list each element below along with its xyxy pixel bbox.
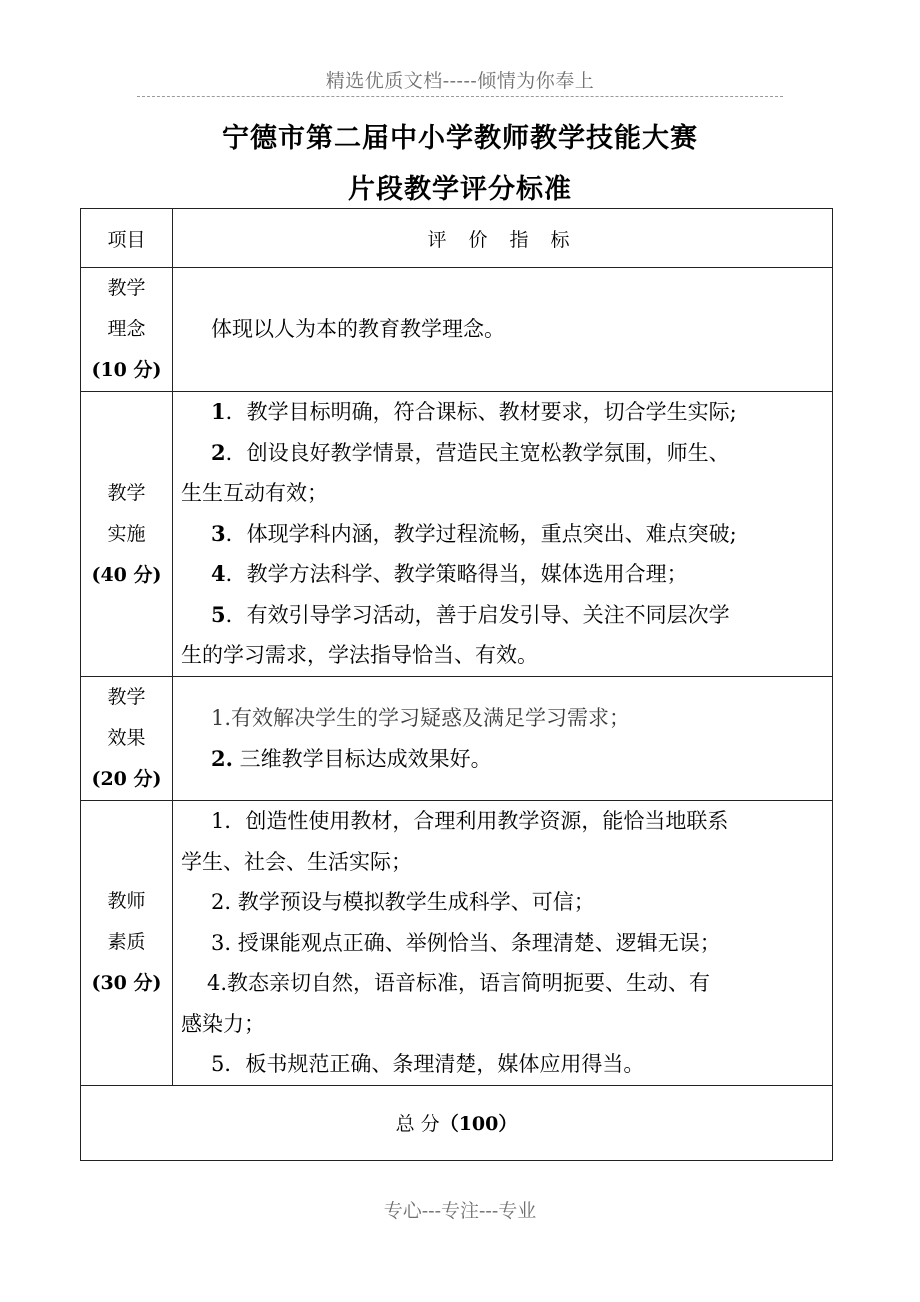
- total-label: 总 分: [395, 1113, 440, 1135]
- criterion-line: 生生互动有效；: [181, 481, 328, 506]
- table-row: [81, 677, 833, 801]
- header-criteria: 评 价 指 标: [173, 209, 833, 268]
- item-name-line1: 教学: [107, 277, 146, 299]
- criteria-cell: [173, 268, 833, 392]
- criterion-line: 学生、社会、生活实际；: [181, 849, 412, 874]
- item-name-line1: 教学: [107, 481, 146, 504]
- criterion-line: 2. 三维教学目标达成效果好。: [211, 745, 492, 771]
- criteria-cell: [173, 801, 833, 1086]
- header-divider: [137, 96, 783, 97]
- item-cell: [81, 392, 173, 677]
- item-cell: [81, 677, 173, 801]
- criterion-line: 5．有效引导学习活动，善于启发引导、关注不同层次学: [211, 601, 730, 627]
- footer-note: 专心---专注---专业: [383, 1200, 537, 1222]
- criterion-line: 4.教态亲切自然，语音标准，语言简明扼要、生动、有: [207, 971, 711, 995]
- table-header-row: [81, 209, 833, 268]
- criterion-line: 3．体现学科内涵，教学过程流畅，重点突出、难点突破;: [211, 520, 737, 546]
- item-name-line1: 教师: [107, 890, 146, 913]
- header-item: 项目: [81, 209, 173, 268]
- total-row: [81, 1085, 833, 1160]
- table-row: [81, 268, 833, 392]
- criterion-line: 2．创设良好教学情景，营造民主宽松教学氛围，师生、: [211, 439, 730, 465]
- total-value: （100）: [439, 1113, 518, 1135]
- criterion-line: 3. 授课能观点正确、举例恰当、条理清楚、逻辑无误；: [211, 930, 721, 955]
- item-name-line2: 理念: [107, 318, 146, 340]
- criterion-line: 体现以人为本的教育教学理念。: [211, 317, 505, 342]
- scoring-table: [80, 208, 833, 1161]
- criteria-cell: [173, 677, 833, 801]
- item-cell: [81, 268, 173, 392]
- criterion-line: 2. 教学预设与模拟教学生成科学、可信；: [211, 890, 595, 914]
- document-subtitle: 片段教学评分标准: [348, 174, 572, 205]
- item-score: (30 分): [91, 972, 162, 995]
- criterion-line: 5．板书规范正确、条理清楚，媒体应用得当。: [211, 1052, 645, 1076]
- total-cell: [81, 1085, 833, 1160]
- item-name-line2: 实施: [107, 522, 146, 545]
- criteria-cell: [173, 392, 833, 677]
- item-score: (10 分): [91, 359, 162, 381]
- item-name-line2: 素质: [107, 931, 146, 954]
- criterion-line: 生的学习需求，学法指导恰当、有效。: [181, 643, 538, 668]
- item-score: (40 分): [91, 563, 162, 586]
- criterion-line: 1．教学目标明确，符合课标、教材要求，切合学生实际;: [211, 399, 737, 425]
- document-title: 宁德市第二届中小学教师教学技能大赛: [222, 123, 698, 154]
- item-cell: [81, 801, 173, 1086]
- criterion-line: 1.有效解决学生的学习疑惑及满足学习需求；: [211, 706, 631, 730]
- item-score: (20 分): [91, 768, 162, 790]
- criterion-line: 感染力；: [181, 1011, 265, 1036]
- header-note: 精选优质文档-----倾情为你奉上: [325, 70, 595, 92]
- table-row: [81, 392, 833, 677]
- criterion-line: 4．教学方法科学、教学策略得当，媒体选用合理；: [211, 561, 688, 587]
- criterion-line: 1．创造性使用教材，合理利用教学资源，能恰当地联系: [211, 809, 729, 833]
- table-row: [81, 801, 833, 1086]
- item-name-line1: 教学: [107, 686, 146, 708]
- item-name-line2: 效果: [107, 727, 146, 749]
